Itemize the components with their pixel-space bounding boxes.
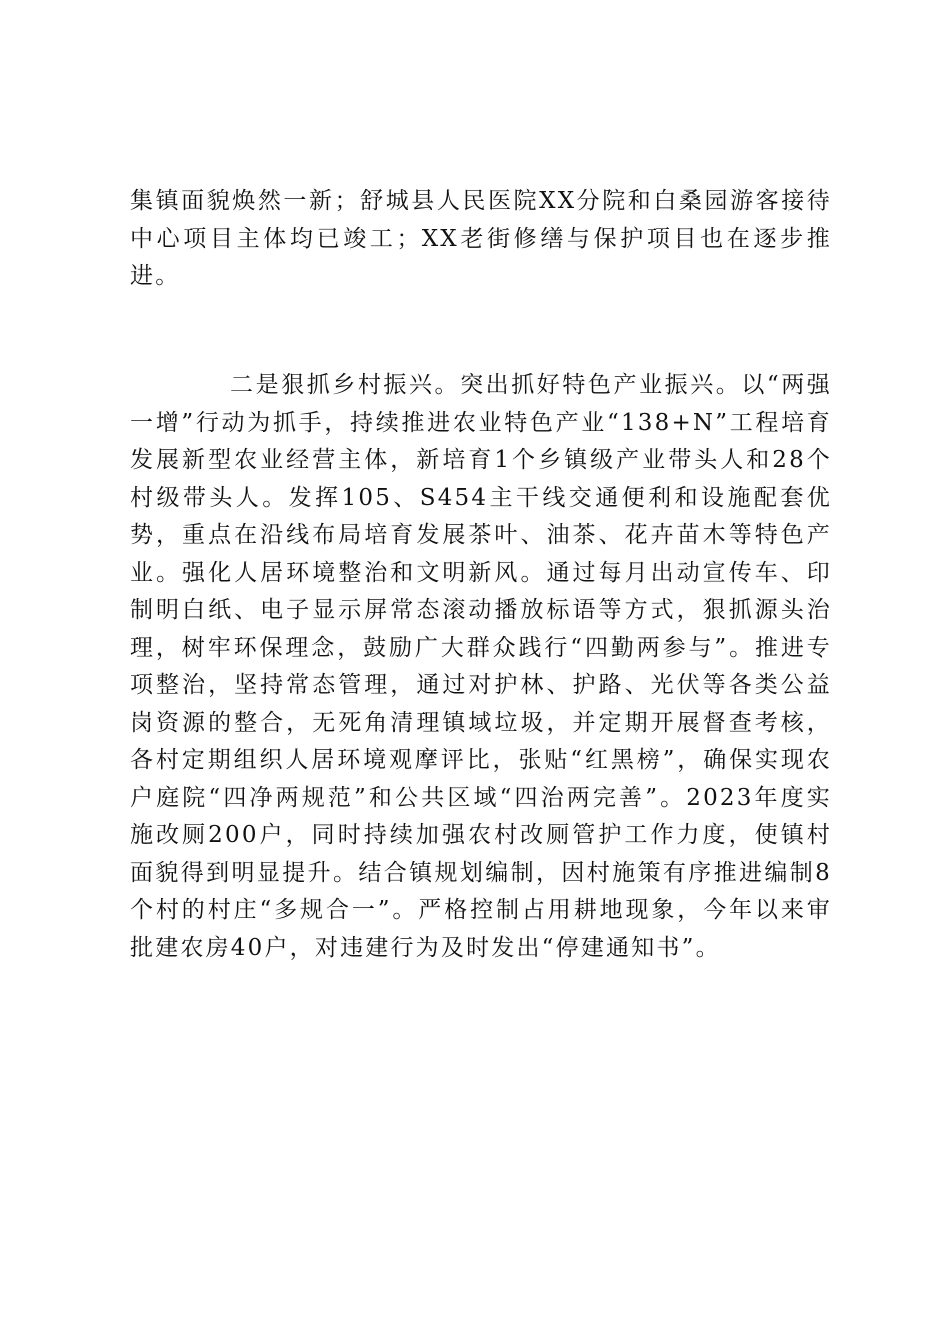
paragraph-rural-revitalization: 二是狠抓乡村振兴。突出抓好特色产业振兴。以“两强一增”行动为抓手，持续推进农业特色产业“138+N”工程培育发展新型农业经营主体，新培育1个乡镇级产业带头人和28个村级带头人。发挥105、S454主干线交通便利和设施配套优势，重点在沿线布局培育发展茶叶、油茶、花卉苗木等特色产业。强化人居环境整治和文明新风。通过每月出动宣传车、印制明白纸、电子显示屏常态滚动播放标语等方式，狠抓源头治理，树牢环保理念，鼓励广大群众践行“四勤两参与”。推进专项整治，坚持常态管理，通过对护林、护路、光伏等各类公益岗资源的整合，无死角清理镇域垃圾，并定期开展督查考核，各村定期组织人居环境观摩评比，张贴“红黑榜”，确保实现农户庭院“四净两规范”和公共区域“四治两完善”。2023年度实施改厕200户，同时持续加强农村改厕管护工作力度，使镇村面貌得到明显提升。结合镇规划编制，因村施策有序推进编制8个村的村庄“多规合一”。严格控制占用耕地现象，今年以来审批建农房40户，对违建行为及时发出“停建通知书”。 — [130, 372, 832, 961]
paragraph-town-appearance: 集镇面貌焕然一新；舒城县人民医院XX分院和白桑园游客接待中心项目主体均已竣工；XX老街修缮与保护项目也在逐步推进。 — [130, 188, 832, 289]
